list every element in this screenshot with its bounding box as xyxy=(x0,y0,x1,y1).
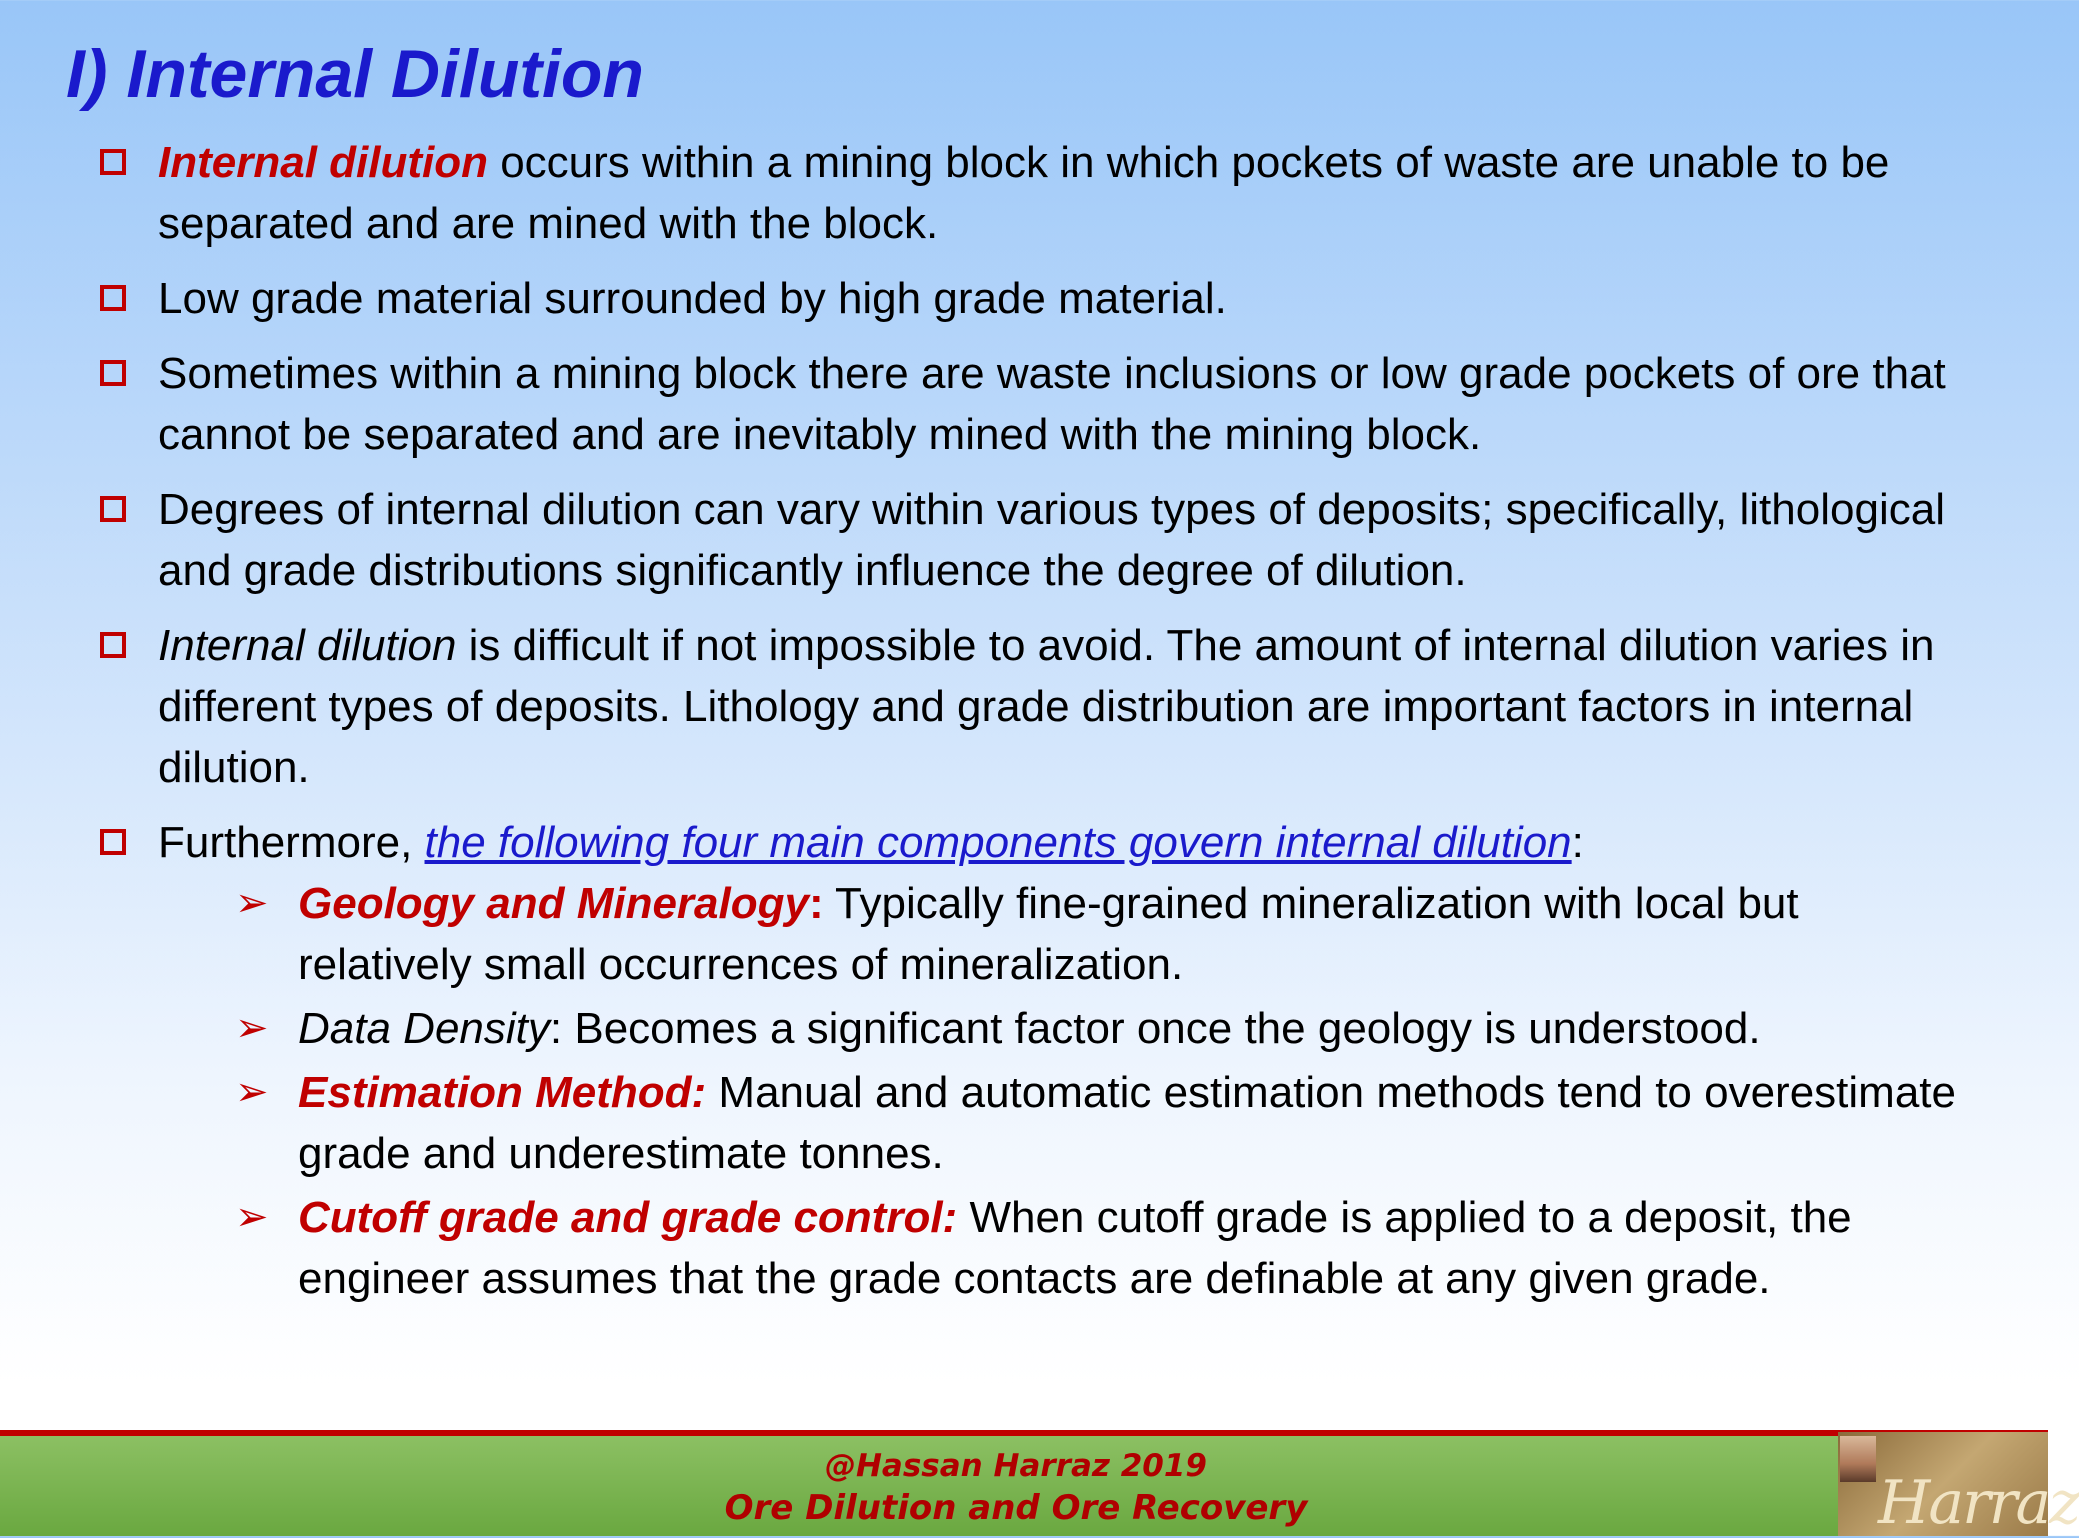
list-item xyxy=(96,479,1976,601)
square-bullet-icon xyxy=(100,829,126,855)
bullet-text: Furthermore, xyxy=(158,818,425,867)
component-term: Estimation Method: xyxy=(298,1068,707,1117)
components-link[interactable]: the following four main components govern internal dilution xyxy=(424,818,1572,867)
bullet-list xyxy=(96,132,1976,1312)
bullet-text: : xyxy=(1571,818,1584,867)
list-item xyxy=(96,132,1976,254)
square-bullet-icon xyxy=(100,149,126,175)
component-separator: : xyxy=(808,879,824,928)
sub-list-item xyxy=(96,873,1976,995)
square-bullet-icon xyxy=(100,632,126,658)
author-photo xyxy=(1840,1436,1876,1482)
term-internal-dilution: Internal dilution xyxy=(158,621,457,670)
square-bullet-icon xyxy=(100,360,126,386)
component-text: Manual and automatic estimation methods tend to overestimate grade and underestimate tonnes. xyxy=(298,1068,1956,1178)
list-item xyxy=(96,343,1976,465)
arrow-bullet-icon: ➢ xyxy=(235,881,269,925)
list-item xyxy=(96,268,1976,329)
square-bullet-icon xyxy=(100,285,126,311)
footer-author: @Hassan Harraz 2019 xyxy=(824,1448,1208,1484)
component-term: Geology and Mineralogy xyxy=(298,879,809,928)
list-item xyxy=(96,615,1976,798)
logo-signature: Harraz xyxy=(1878,1468,2079,1538)
arrow-bullet-icon: ➢ xyxy=(235,1195,269,1239)
sub-list-item xyxy=(96,998,1976,1059)
sub-list-item xyxy=(96,1062,1976,1184)
harraz-logo xyxy=(1838,1432,2079,1538)
component-text: : Becomes a significant factor once the geology is understood. xyxy=(549,1004,1761,1053)
slide-title: I) Internal Dilution xyxy=(66,36,644,112)
bullet-text: Sometimes within a mining block there are waste inclusions or low grade pockets of ore that cannot be separated and are inevitably mined with the mining block. xyxy=(158,349,1946,459)
arrow-bullet-icon: ➢ xyxy=(235,1070,269,1114)
arrow-bullet-icon: ➢ xyxy=(235,1006,269,1050)
square-bullet-icon xyxy=(100,496,126,522)
bullet-text: is difficult if not impossible to avoid. The amount of internal dilution varies in different types of deposits. Lithology and grade distribution are important factors in internal dilution. xyxy=(158,621,1935,792)
component-term: Cutoff grade and grade control: xyxy=(298,1193,958,1242)
component-term: Data Density xyxy=(298,1004,550,1053)
bullet-text: Degrees of internal dilution can vary within various types of deposits; specifically, lithological and grade distributions significantly influence the degree of dilution. xyxy=(158,485,1945,595)
component-text: When cutoff grade is applied to a deposit, the engineer assumes that the grade contacts are definable at any given grade. xyxy=(298,1193,1852,1303)
bullet-text: occurs within a mining block in which pockets of waste are unable to be separated and are mined with the block. xyxy=(158,138,1890,248)
footer-course-title: Ore Dilution and Ore Recovery xyxy=(724,1488,1308,1528)
sub-list-item xyxy=(96,1187,1976,1309)
term-internal-dilution: Internal dilution xyxy=(158,138,488,187)
component-text: Typically fine-grained mineralization with local but relatively small occurrences of mineralization. xyxy=(298,879,1799,989)
list-item xyxy=(96,812,1976,873)
footer-bar xyxy=(0,1430,2048,1536)
bullet-text: Low grade material surrounded by high grade material. xyxy=(158,274,1227,323)
